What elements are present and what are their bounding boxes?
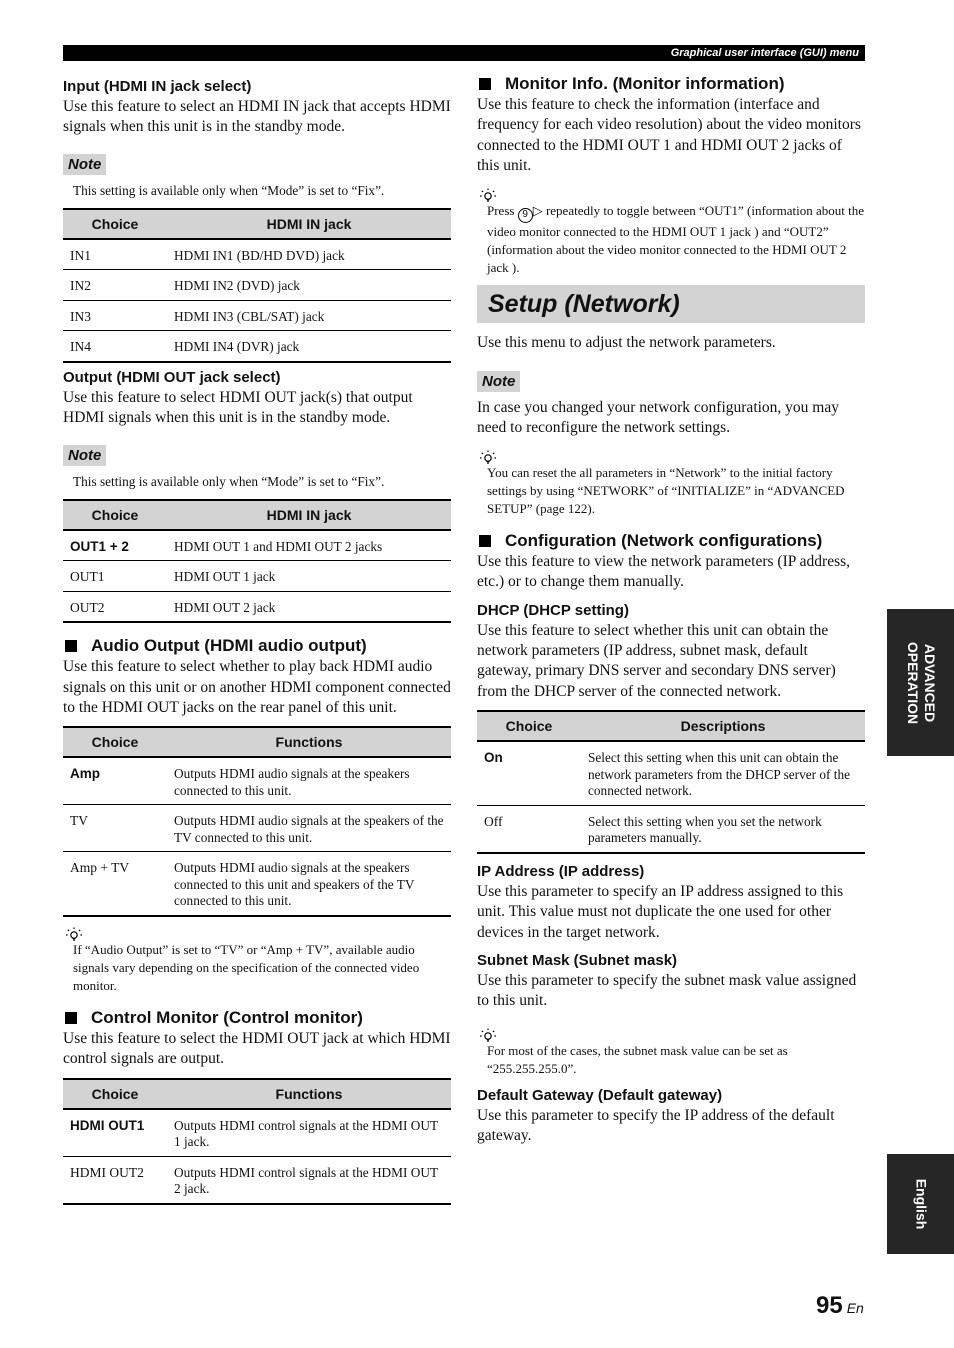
table-row: OUT2 HDMI OUT 2 jack (63, 591, 451, 622)
note-label: Note (477, 371, 520, 392)
hint-lightbulb-icon (479, 450, 497, 464)
note-label: Note (63, 445, 106, 466)
audio-table (63, 726, 451, 917)
input-text: Use this feature to select an HDMI IN jack that accepts HDMI signals when this unit is in the standby mode. (63, 98, 451, 136)
side-tab-advanced-operation: ADVANCED OPERATION (887, 609, 954, 756)
audio-text: Use this feature to select whether to play back HDMI audio signals on this unit or on another HDMI component connected to the HDMI OUT jacks on the rear panel of this unit. (63, 658, 451, 716)
subnet-hint-text: For most of the cases, the subnet mask value can be set as “255.255.255.0”. (487, 1042, 788, 1076)
right-column (477, 73, 865, 1147)
setup-hint-text: You can reset the all parameters in “Network” to the initial factory settings by using “NETWORK” of “INITIALIZE” in “ADVANCED SETUP” (page 122). (487, 464, 845, 516)
config-heading: Configuration (Network configurations) (477, 530, 865, 552)
table-header-value: HDMI IN jack (167, 209, 451, 239)
table-header-choice: Choice (63, 209, 167, 239)
table-row: Off Select this setting when you set the network parameters manually. (477, 805, 865, 853)
subnet-text: Use this parameter to specify the subnet mask value assigned to this unit. (477, 972, 857, 1010)
input-table (63, 208, 451, 363)
hint-lightbulb-icon (65, 927, 83, 941)
ip-heading: IP Address (IP address) (477, 862, 645, 880)
subnet-heading: Subnet Mask (Subnet mask) (477, 952, 678, 969)
table-header-value: Functions (167, 1079, 451, 1109)
control-table (63, 1078, 451, 1205)
audio-heading: Audio Output (HDMI audio output) (63, 635, 451, 657)
table-row: IN4 HDMI IN4 (DVR) jack (63, 331, 451, 362)
ip-text: Use this parameter to specify an IP address assigned to this unit. This value must not duplicate the one used for other devices in the target network. (477, 882, 844, 941)
table-header-value: Functions (167, 727, 451, 757)
hint-lightbulb-icon (479, 1028, 497, 1042)
hint-lightbulb-icon (479, 188, 497, 202)
table-header-choice: Choice (63, 1079, 167, 1109)
setup-network-banner: Setup (Network) (477, 285, 865, 323)
gateway-text: Use this parameter to specify the IP address of the default gateway. (477, 1106, 835, 1145)
input-heading: Input (HDMI IN jack select) (63, 78, 252, 95)
monitor-hint-text: Press 9 ▷ repeatedly to toggle between “OUT1” (information about the video monitor connected to the HDMI OUT 1 jack ) and “OUT2” (information about the video monitor connected to the HDMI OUT 2 jack ). (487, 202, 864, 275)
config-text: Use this feature to view the network parameters (IP address, etc.) or to change them manually. (477, 552, 851, 591)
table-header-choice: Choice (63, 727, 167, 757)
left-column (63, 73, 451, 1205)
table-row: IN2 HDMI IN2 (DVD) jack (63, 270, 451, 301)
setup-intro: Use this menu to adjust the network parameters. (477, 333, 776, 351)
table-row: Amp Outputs HDMI audio signals at the speakers connected to this unit. (63, 757, 451, 805)
gateway-heading: Default Gateway (Default gateway) (477, 1086, 723, 1104)
header-bar (63, 45, 865, 61)
table-row: OUT1 + 2 HDMI OUT 1 and HDMI OUT 2 jacks (63, 530, 451, 561)
control-heading: Control Monitor (Control monitor) (63, 1007, 451, 1029)
output-heading: Output (HDMI OUT jack select) (63, 368, 281, 386)
table-header-value: HDMI IN jack (167, 500, 451, 530)
note-label: Note (63, 154, 106, 175)
table-row: On Select this setting when this unit can obtain the network parameters from the DHCP server of the connected network. (477, 741, 865, 805)
dhcp-table (477, 710, 865, 854)
control-text: Use this feature to select the HDMI OUT jack at which HDMI control signals are output. (63, 1029, 451, 1068)
square-bullet-icon (65, 640, 77, 652)
table-header-choice: Choice (477, 711, 581, 741)
monitor-heading: Monitor Info. (Monitor information) (477, 73, 865, 95)
square-bullet-icon (65, 1012, 77, 1024)
table-row: IN3 HDMI IN3 (CBL/SAT) jack (63, 300, 451, 331)
table-row: Amp + TV Outputs HDMI audio signals at the speakers connected to this unit and speakers of the TV connected to this unit. (63, 852, 451, 916)
side-tab-english: English (887, 1154, 954, 1254)
input-note-text: This setting is available only when “Mode” is set to “Fix”. (73, 182, 385, 198)
table-row: TV Outputs HDMI audio signals at the speakers of the TV connected to this unit. (63, 805, 451, 852)
square-bullet-icon (479, 78, 491, 90)
table-row: IN1 HDMI IN1 (BD/HD DVD) jack (63, 239, 451, 270)
table-header-value: Descriptions (581, 711, 865, 741)
table-row: HDMI OUT1 Outputs HDMI control signals at the HDMI OUT 1 jack. (63, 1109, 451, 1157)
dhcp-heading: DHCP (DHCP setting) (477, 601, 629, 619)
square-bullet-icon (479, 535, 491, 547)
output-table (63, 499, 451, 624)
header-title: Graphical user interface (GUI) menu (670, 47, 859, 59)
dhcp-text: Use this feature to select whether this unit can obtain the network parameters (IP address, subnet mask, default gateway, primary DNS server and secondary DNS server) from the DHCP server of the connected network. (477, 621, 836, 700)
setup-note-text: In case you changed your network configuration, you may need to reconfigure the network settings. (477, 399, 839, 437)
page-number: 95 En (816, 1292, 864, 1319)
output-text: Use this feature to select HDMI OUT jack(s) that output HDMI signals when this unit is in the standby mode. (63, 388, 413, 427)
monitor-text: Use this feature to check the information (interface and frequency for each video resolution) about the video monitors connected to the HDMI OUT 1 and HDMI OUT 2 jacks of this unit. (477, 96, 861, 175)
table-header-choice: Choice (63, 500, 167, 530)
table-row: OUT1 HDMI OUT 1 jack (63, 561, 451, 592)
table-row: HDMI OUT2 Outputs HDMI control signals at the HDMI OUT 2 jack. (63, 1156, 451, 1204)
remote-button-9-icon: 9 (518, 208, 533, 223)
audio-hint-text: If “Audio Output” is set to “TV” or “Amp + TV”, available audio signals vary depending on the specification of the connected video monitor. (73, 941, 420, 993)
output-note-text: This setting is available only when “Mode” is set to “Fix”. (73, 473, 385, 489)
